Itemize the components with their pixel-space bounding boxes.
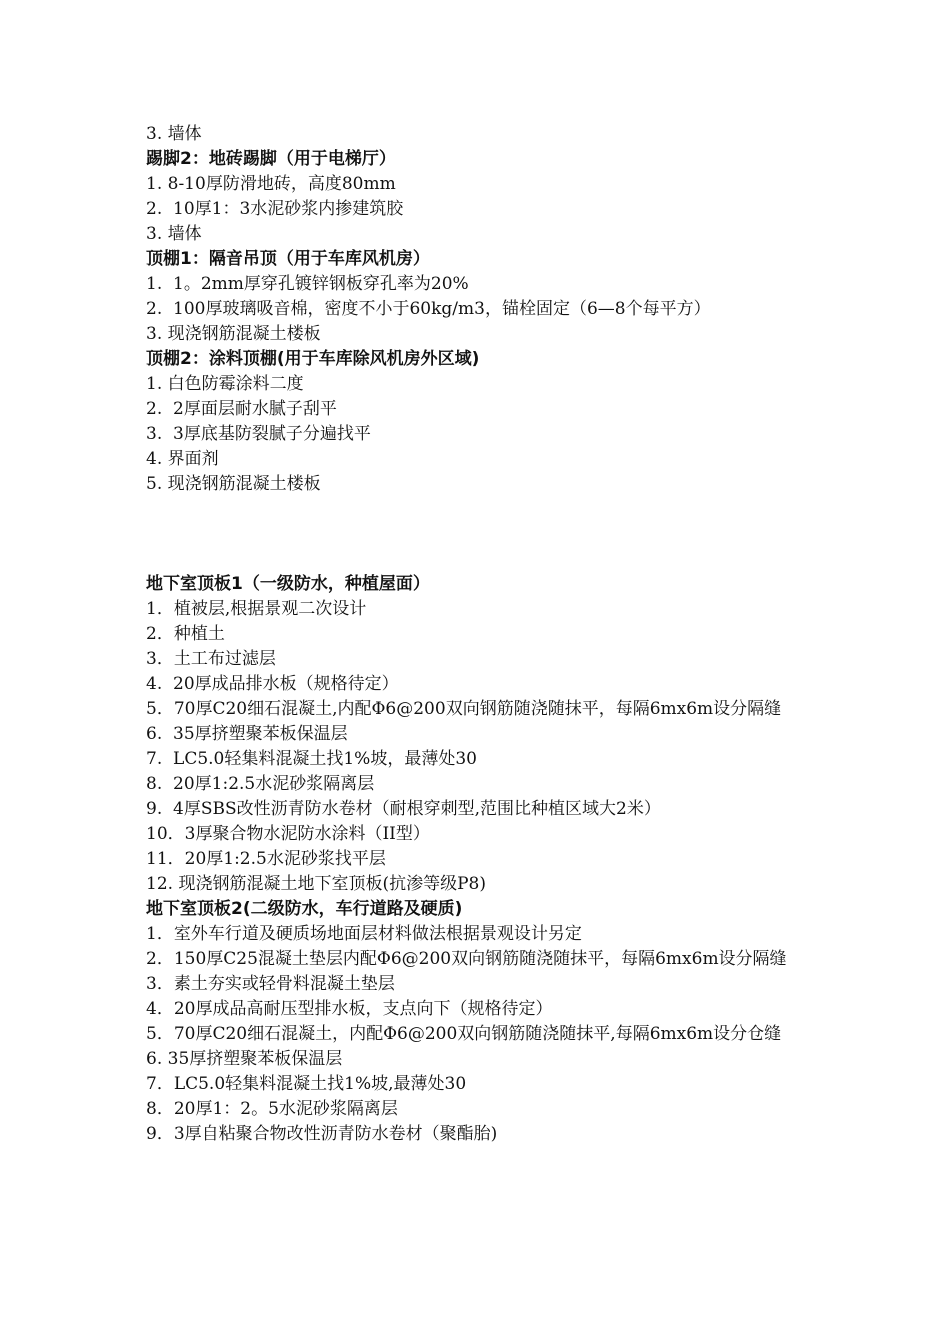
list-item: 5. 现浇钢筋混凝土楼板 [146, 474, 321, 494]
list-item: 1．室外车行道及硬质场地面层材料做法根据景观设计另定 [146, 924, 582, 944]
list-item: 2．种植土 [146, 624, 225, 644]
list-item: 7．LC5.0轻集料混凝土找1%坡,最薄处30 [146, 1074, 467, 1094]
finish-spec-section-top [146, 122, 816, 497]
list-item: 1. 8-10厚防滑地砖，高度80mm [146, 174, 396, 194]
list-item: 2. 2厚面层耐水腻子刮平 [146, 399, 337, 419]
section-heading: 踢脚2：地砖踢脚（用于电梯厅） [146, 149, 396, 169]
list-item: 8．20厚1：2。5水泥砂浆隔离层 [146, 1099, 398, 1119]
list-item: 12. 现浇钢筋混凝土地下室顶板(抗渗等级P8) [146, 874, 486, 894]
list-item: 1．植被层,根据景观二次设计 [146, 599, 367, 619]
list-item: 7. LC5.0轻集料混凝土找1%坡，最薄处30 [146, 749, 477, 769]
list-item: 3．土工布过滤层 [146, 649, 276, 669]
list-item: 3. 现浇钢筋混凝土楼板 [146, 324, 321, 344]
list-item: 1. 白色防霉涂料二度 [146, 374, 304, 394]
list-item: 5．70厚C20细石混凝土，内配Φ6@200双向钢筋随浇随抹平,每隔6mx6m设分仓缝 [146, 1024, 782, 1044]
list-item: 5．70厚C20细石混凝土,内配Φ6@200双向钢筋随浇随抹平，每隔6mx6m设分隔缝 [146, 699, 782, 719]
list-item: 9．3厚自粘聚合物改性沥青防水卷材（聚酯胎) [146, 1124, 498, 1144]
list-item: 3. 墙体 [146, 224, 202, 244]
list-item: 1. 1。2mm厚穿孔镀锌钢板穿孔率为20% [146, 274, 469, 294]
list-item: 8. 20厚1:2.5水泥砂浆隔离层 [146, 774, 375, 794]
list-item: 3．素土夯实或轻骨料混凝土垫层 [146, 974, 395, 994]
list-item: 2. 100厚玻璃吸音棉，密度不小于60kg/m3，锚栓固定（6—8个每平方） [146, 299, 711, 319]
section-heading: 顶棚2：涂料顶棚(用于车库除风机房外区域) [146, 349, 480, 369]
section-gap [146, 497, 816, 572]
list-item: 2. 10厚1：3水泥砂浆内掺建筑胶 [146, 199, 404, 219]
list-item: 2．150厚C25混凝土垫层内配Φ6@200双向钢筋随浇随抹平，每隔6mx6m设分隔缝 [146, 949, 787, 969]
list-item: 3. 3厚底基防裂腻子分遍找平 [146, 424, 371, 444]
list-item: 6. 35厚挤塑聚苯板保温层 [146, 724, 348, 744]
section-heading: 顶棚1：隔音吊顶（用于车库风机房） [146, 249, 430, 269]
list-item: 10．3厚聚合物水泥防水涂料（II型） [146, 824, 430, 844]
list-item: 11．20厚1:2.5水泥砂浆找平层 [146, 849, 386, 869]
section-heading: 地下室顶板2(二级防水，车行道路及硬质) [146, 899, 463, 919]
document-body [146, 122, 816, 1147]
list-item: 4. 20厚成品排水板（规格待定） [146, 674, 399, 694]
section-heading: 地下室顶板1（一级防水，种植屋面） [146, 574, 430, 594]
list-item: 4. 界面剂 [146, 449, 219, 469]
finish-spec-section-bottom [146, 572, 816, 1147]
list-item: 9. 4厚SBS改性沥青防水卷材（耐根穿刺型,范围比种植区域大2米） [146, 799, 661, 819]
list-item: 3. 墙体 [146, 124, 202, 144]
list-item: 6. 35厚挤塑聚苯板保温层 [146, 1049, 343, 1069]
list-item: 4．20厚成品高耐压型排水板，支点向下（规格待定） [146, 999, 553, 1019]
